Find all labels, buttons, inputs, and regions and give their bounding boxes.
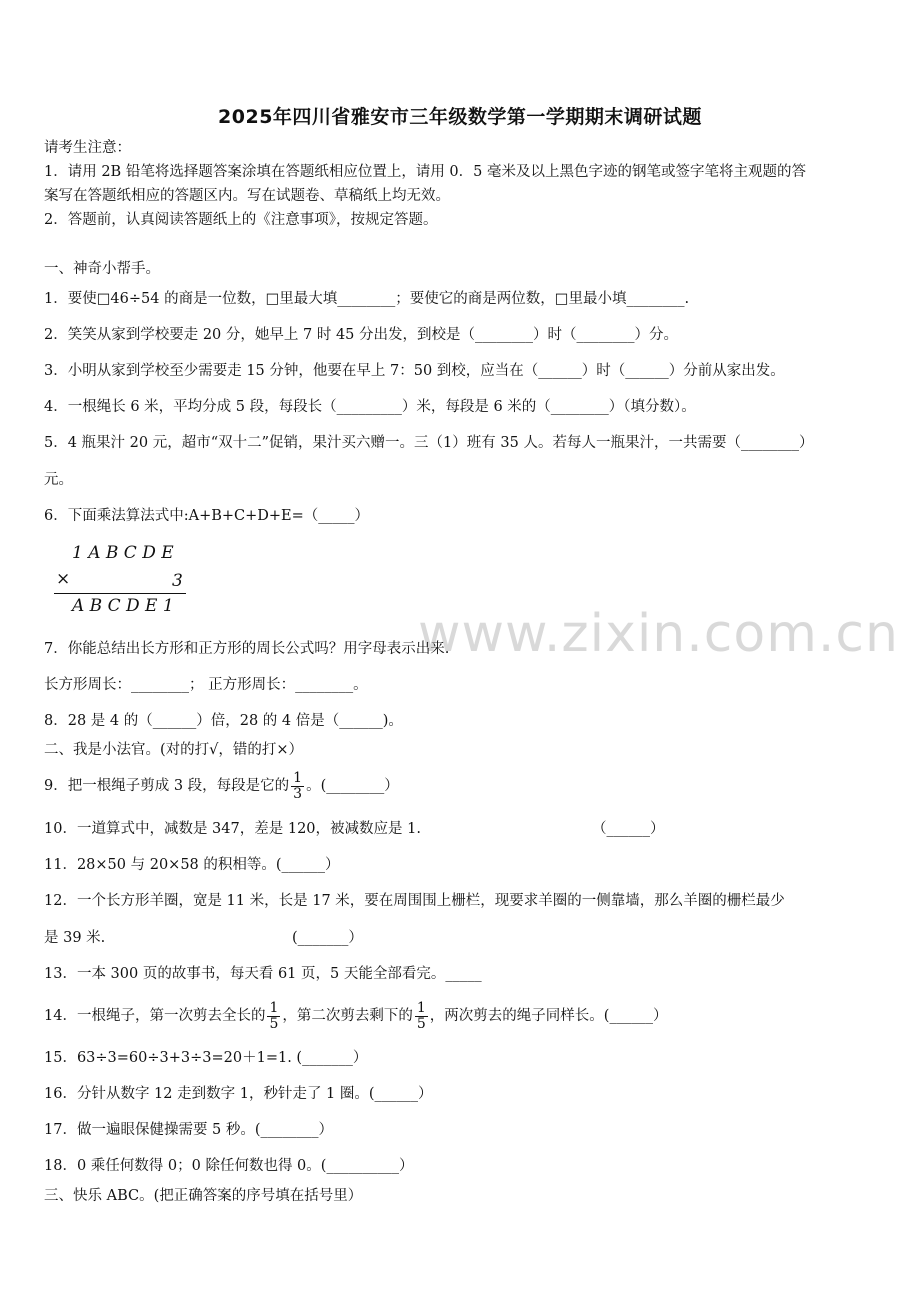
notice-item-1b: 案写在答题纸相应的答题区内。写在试题卷、草稿纸上均无效。 (44, 188, 450, 204)
fraction-denominator: 5 (416, 1015, 426, 1032)
fraction-numerator: 1 (293, 769, 303, 786)
question-5a: 5．4 瓶果汁 20 元，超市“双十二”促销，果汁买六赠一。三（1）班有 35 人。若每人一瓶果汁，一共需要（________） (44, 435, 814, 451)
times-sign: × (56, 569, 71, 589)
question-10: 10．一道算式中，减数是 347，差是 120，被减数应是 1. (44, 821, 421, 837)
question-11: 11．28×50 与 20×58 的积相等。(______） (44, 857, 340, 873)
multiplication-figure (50, 541, 190, 619)
question-12b: 是 39 米. (44, 930, 106, 946)
product-row: A B C D E 1 (72, 596, 174, 616)
question-9 (44, 768, 399, 804)
question-7: 7．你能总结出长方形和正方形的周长公式吗？用字母表示出来. (44, 641, 450, 657)
watermark: www.zixin.com.cn (418, 604, 899, 664)
fraction-denominator: 3 (293, 785, 303, 802)
question-14-mid: ，第二次剪去剩下的 (282, 1008, 413, 1024)
question-14 (44, 998, 667, 1034)
question-13: 13．一本 300 页的故事书，每天看 61 页，5 天能全部看完。_____ (44, 966, 482, 982)
question-3: 3．小明从家到学校至少需要走 15 分钟，他要在早上 7：50 到校，应当在（______）时（______）分前从家出发。 (44, 363, 785, 379)
question-16: 16．分针从数字 12 走到数字 1，秒针走了 1 圈。(______） (44, 1086, 433, 1102)
multiplicand-row: 1 A B C D E (72, 543, 174, 563)
fraction-one-third (291, 771, 304, 802)
fraction-numerator: 1 (269, 999, 279, 1016)
notice-item-1a: 1．请用 2B 铅笔将选择题答案涂填在答题纸相应位置上，请用 0．5 毫米及以上黑色字迹的钢笔或签字笔将主观题的答 (44, 164, 806, 180)
section-2-heading: 二、我是小法官。(对的打√，错的打×） (44, 742, 304, 758)
question-5b: 元。 (44, 472, 73, 488)
question-6: 6．下面乘法算法式中:A+B+C+D+E=（_____） (44, 508, 370, 524)
section-1-heading: 一、神奇小帮手。 (44, 261, 160, 277)
question-10-blank: （______） (592, 821, 665, 837)
question-2: 2．笑笑从家到学校要走 20 分，她早上 7 时 45 分出发，到校是（________）时（________）分。 (44, 327, 679, 343)
question-9-text: 9．把一根绳子剪成 3 段，每段是它的 (44, 778, 290, 794)
fraction-one-fifth-b (415, 1001, 428, 1032)
question-14-text: 14．一根绳子，第一次剪去全长的 (44, 1008, 266, 1024)
question-17: 17．做一遍眼保健操需要 5 秒。(________） (44, 1122, 334, 1138)
page-title: 2025年四川省雅安市三年级数学第一学期期末调研试题 (218, 106, 702, 128)
question-4: 4．一根绳长 6 米，平均分成 5 段，每段长（_________）米，每段是 6 米的（________）（填分数）。 (44, 399, 696, 415)
question-15: 15．63÷3=60÷3+3÷3=20＋1=1. (_______） (44, 1050, 368, 1066)
notice-heading: 请考生注意： (44, 140, 131, 156)
question-9-blank: 。(________） (306, 778, 399, 794)
question-1: 1．要使□46÷54 的商是一位数，□里最大填________；要使它的商是两位数，□里最小填________. (44, 291, 690, 307)
multiplication-rule (54, 593, 186, 594)
question-7-answer: 长方形周长：________； 正方形周长：________。 (44, 677, 368, 693)
question-14-blank: ，两次剪去的绳子同样长。(______） (429, 1008, 668, 1024)
multiplier-digit: 3 (172, 571, 183, 591)
question-18: 18．0 乘任何数得 0；0 除任何数也得 0。(__________） (44, 1158, 414, 1174)
fraction-denominator: 5 (269, 1015, 279, 1032)
section-3-heading: 三、快乐 ABC。(把正确答案的序号填在括号里） (44, 1188, 363, 1204)
question-12-blank: (_______） (292, 930, 363, 946)
fraction-numerator: 1 (416, 999, 426, 1016)
question-8: 8．28 是 4 的（______）倍，28 的 4 倍是（______)。 (44, 713, 403, 729)
notice-item-2: 2．答题前，认真阅读答题纸上的《注意事项》，按规定答题。 (44, 212, 438, 228)
question-12a: 12．一个长方形羊圈，宽是 11 米，长是 17 米，要在周围围上栅栏，现要求羊圈的一侧靠墙，那么羊圈的栅栏最少 (44, 893, 785, 909)
fraction-one-fifth-a (267, 1001, 280, 1032)
